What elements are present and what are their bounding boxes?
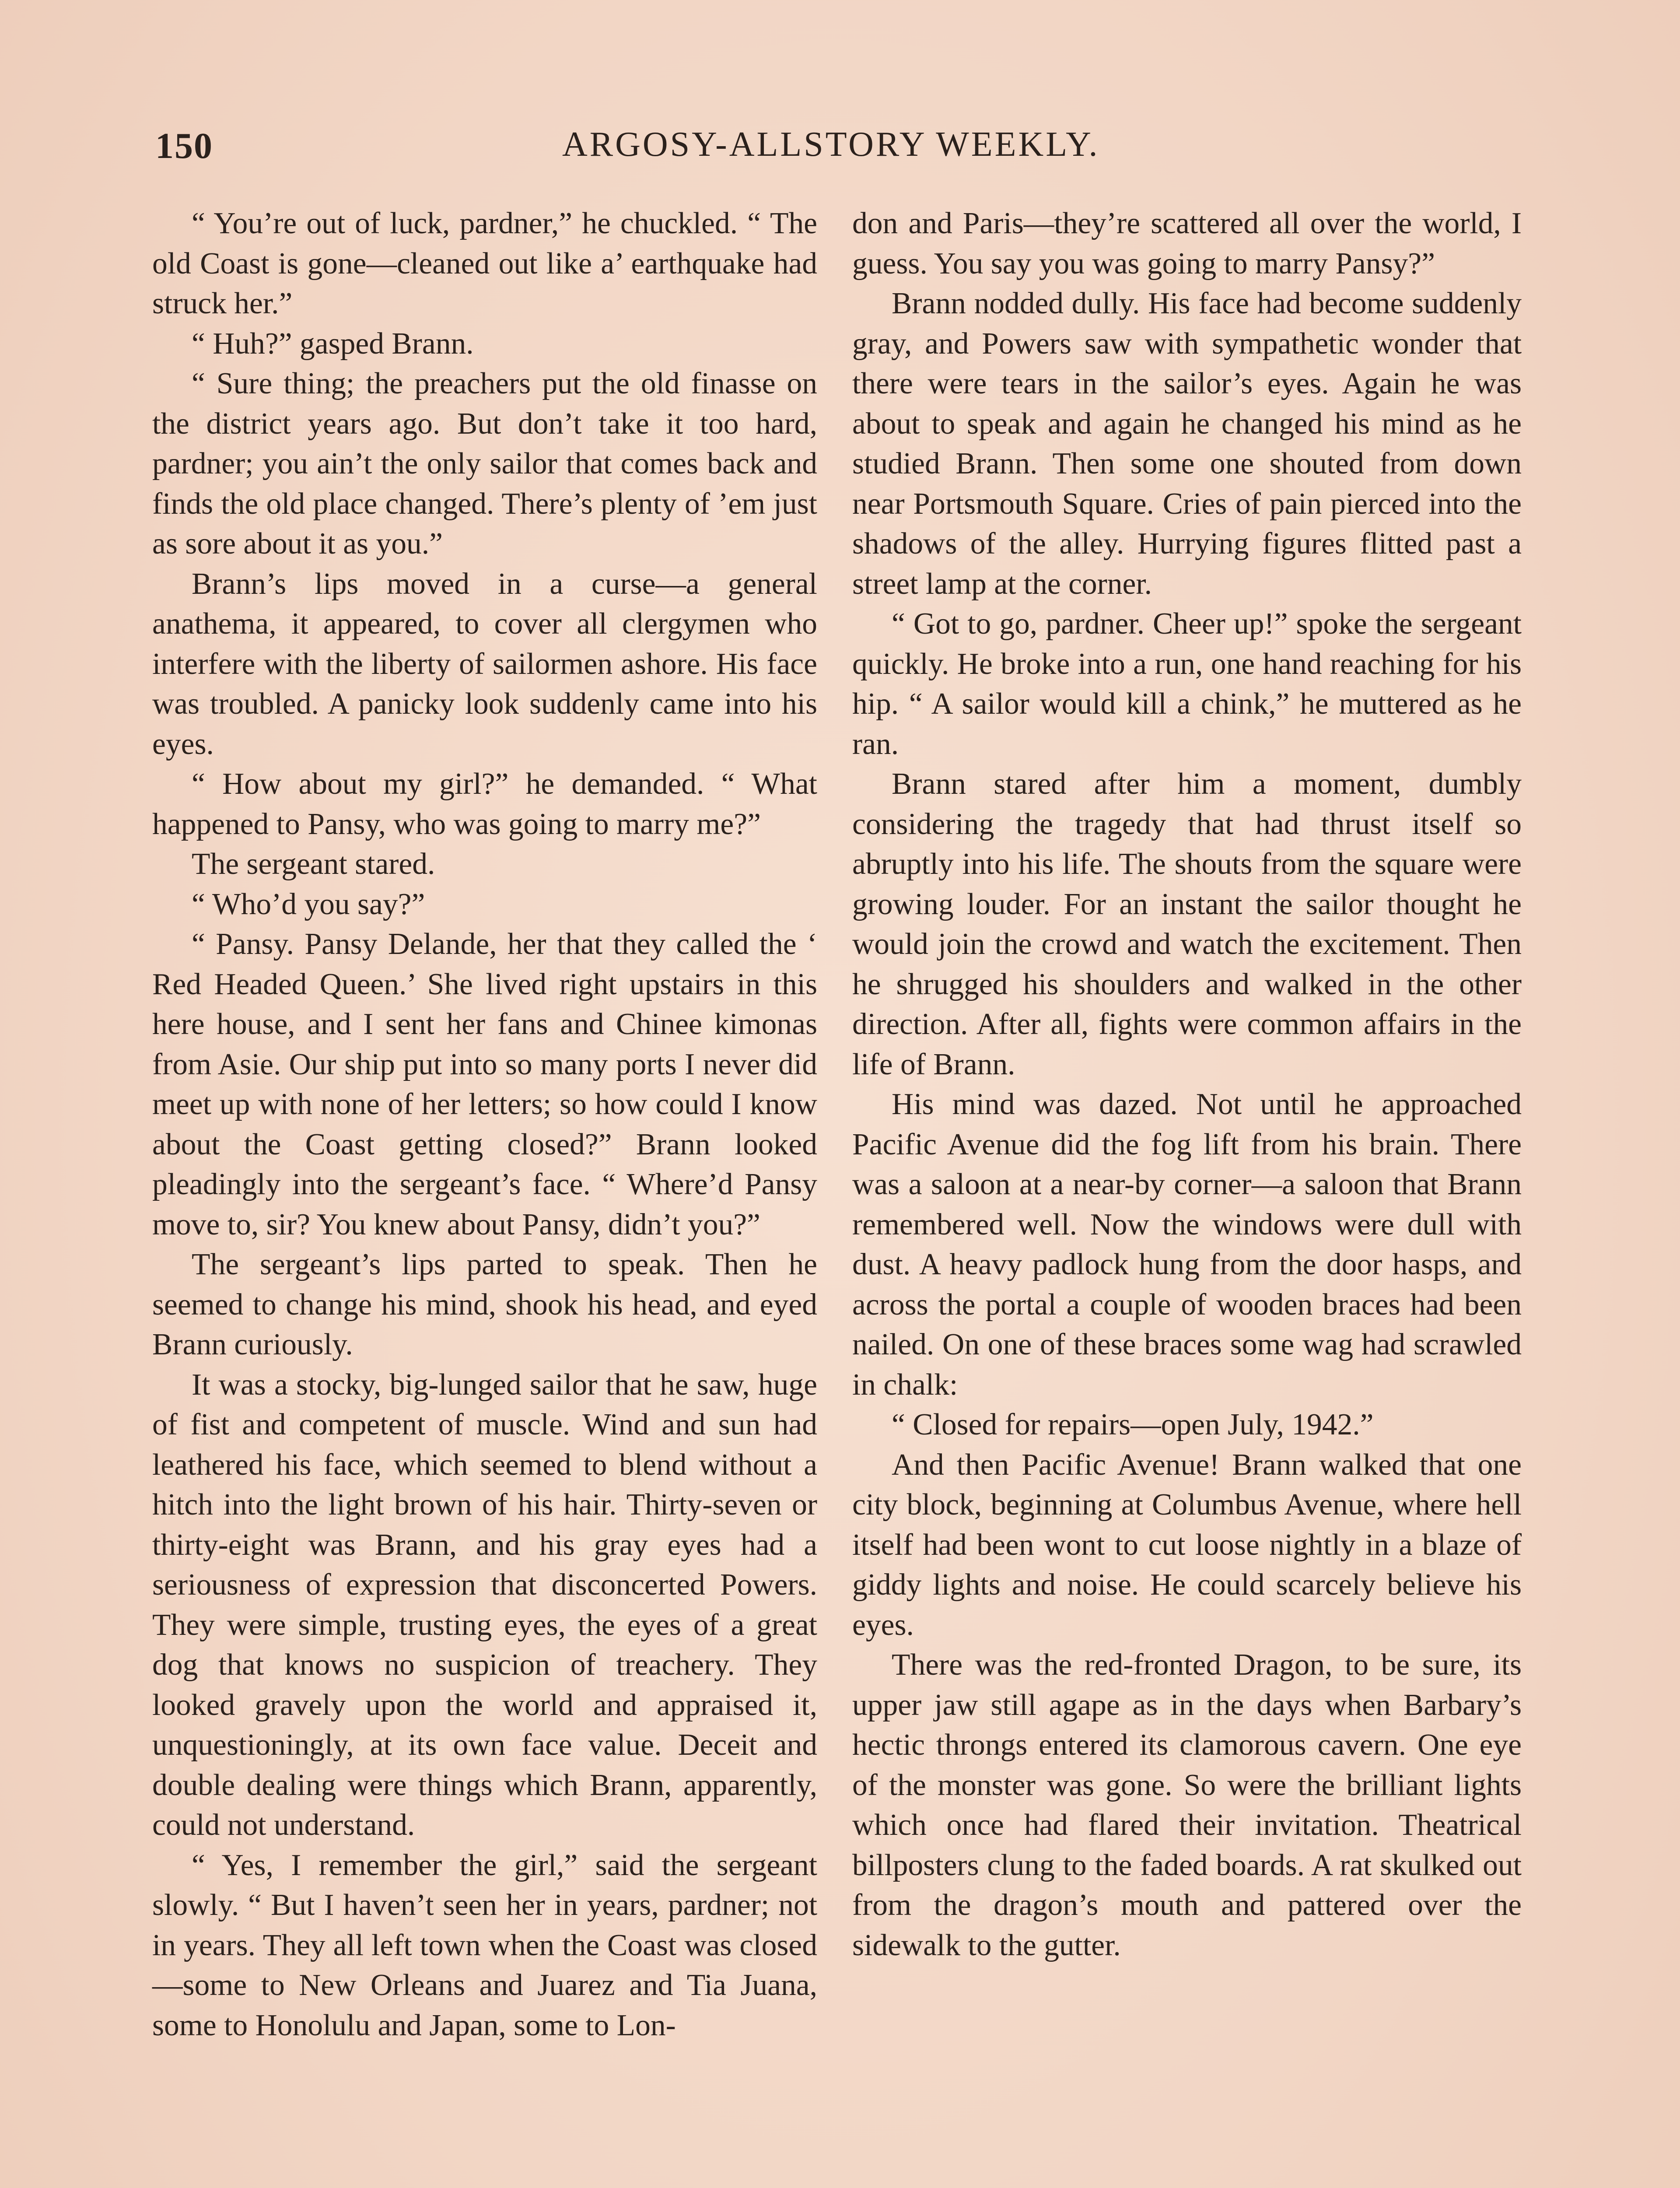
paragraph: There was the red-fronted Dragon, to be sure, its upper jaw still agape as in the days when Barbary’s hectic throngs entered its clamorous cavern. One eye of the monster was gone. So were the brilliant lights which once had flared their invitation. Theatrical billposters clung to the faded boards. A rat skulked out from the dragon’s mouth and pattered over the sidewalk to the gutter. (852, 1648, 1522, 1962)
paragraph: “ Got to go, pardner. Cheer up!” spoke the sergeant quickly. He broke into a run, one hand reaching for his hip. “ A sailor would kill a chink,” he muttered as he ran. (852, 607, 1522, 761)
paragraph: Brann nodded dully. His face had become suddenly gray, and Powers saw with sympathetic wonder that there were tears in the sailor’s eyes. Again he was about to speak and again he changed his mind as he studied Brann. Then some one shouted from down near Portsmouth Square. Cries of pain pierced into the shadows of the alley. Hurrying figures flitted past a street lamp at the corner. (852, 287, 1522, 601)
page-number: 150 (155, 126, 213, 166)
page-header (155, 125, 1547, 173)
running-title: ARGOSY-ALLSTORY WEEKLY. (562, 125, 1100, 164)
paragraph: “ How about my girl?” he demanded. “ What happened to Pansy, who was going to marry me?” (152, 767, 817, 841)
paragraph: “ Who’d you say?” (192, 887, 425, 921)
paragraph: “ Sure thing; the preachers put the old finasse on the district years ago. But don’t take it too hard, pardner; you ain’t the only sailor that comes back and finds the old place changed. There’s plenty of ’em just as sore about it as you.” (152, 367, 817, 561)
paragraph: “ Huh?” gasped Brann. (192, 326, 474, 361)
paragraph: It was a stocky, big-lunged sailor that he saw, huge of fist and competent of muscle. Wind and sun had leathered his face, which seemed to blend without a hitch into the light brown of his hair. Thirty-seven or thirty-eight was Brann, and his gray eyes had a seriousness of expression that disconcerted Powers. They were simple, trusting eyes, the eyes of a great dog that knows no suspicion of treachery. They looked gravely upon the world and appraised it, unquestioningly, at its own face value. Deceit and double dealing were things which Brann, apparently, could not understand. (152, 1368, 817, 1842)
paragraph: “ Closed for repairs—open July, 1942.” (892, 1408, 1374, 1441)
right-column (852, 203, 1522, 1965)
paragraph: His mind was dazed. Not until he approached Pacific Avenue did the fog lift from his brain. There was a saloon at a near-by corner—a saloon that Brann remembered well. Now the windows were dull with dust. A heavy padlock hung from the door hasps, and across the portal a couple of wooden braces had been nailed. On one of these braces some wag had scrawled in chalk: (852, 1087, 1522, 1402)
paragraph: “ Yes, I remember the girl,” said the sergeant slowly. “ But I haven’t seen her in years, pardner; not in years. They all left town when the Coast was closed—some to New Orleans and Juarez and Tia Juana, some to Honolulu and Japan, some to Lon- (152, 1848, 817, 2042)
left-column (152, 203, 817, 2045)
paragraph: “ You’re out of luck, pardner,” he chuckled. “ The old Coast is gone—cleaned out like a’ earthquake had struck her.” (152, 207, 817, 320)
paragraph: Brann stared after him a moment, dumbly considering the tragedy that had thrust itself so abruptly into his life. The shouts from the square were growing louder. For an instant the sailor thought he would join the crowd and watch the excitement. Then he shrugged his shoulders and walked in the other direction. After all, fights were common affairs in the life of Brann. (852, 767, 1522, 1081)
paragraph-continued: don and Paris—they’re scattered all over the world, I guess. You say you was going to marry Pansy?” (852, 207, 1522, 281)
paragraph: And then Pacific Avenue! Brann walked that one city block, beginning at Columbus Avenue, where hell itself had been wont to cut loose nightly in a blaze of giddy lights and noise. He could scarcely believe his eyes. (852, 1448, 1522, 1642)
paragraph: The sergeant’s lips parted to speak. Then he seemed to change his mind, shook his head, and eyed Brann curiously. (152, 1248, 817, 1361)
paragraph: “ Pansy. Pansy Delande, her that they called the ‘ Red Headed Queen.’ She lived right upstairs in this here house, and I sent her fans and Chinee kimonas from Asie. Our ship put into so many ports I never did meet up with none of her letters; so how could I know about the Coast getting closed?” Brann looked pleadingly into the sergeant’s face. “ Where’d Pansy move to, sir? You knew about Pansy, didn’t you?” (152, 927, 817, 1241)
paragraph: Brann’s lips moved in a curse—a general anathema, it appeared, to cover all clergymen who interfere with the liberty of sailormen ashore. His face was troubled. A panicky look suddenly came into his eyes. (152, 567, 817, 761)
paragraph: The sergeant stared. (192, 847, 435, 881)
